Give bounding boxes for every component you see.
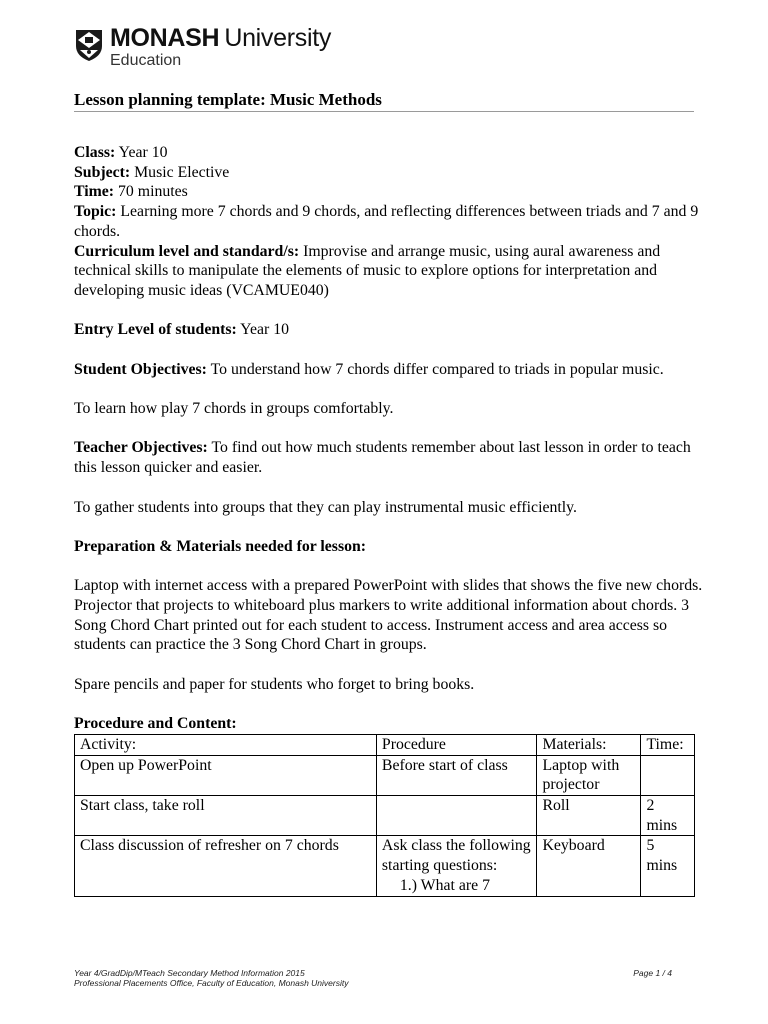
- monash-crest-icon: [74, 28, 104, 62]
- cell-activity: Class discussion of refresher on 7 chords: [75, 836, 377, 896]
- procedure-list-item: 1.) What are 7: [399, 876, 490, 894]
- table-header-row: [75, 734, 695, 755]
- header-time: Time:: [641, 734, 695, 755]
- class-field: Class: Year 10: [74, 144, 168, 161]
- entry-level-field: Entry Level of students: Year 10: [74, 321, 290, 339]
- table-row: [75, 755, 695, 795]
- header-activity: Activity:: [75, 734, 377, 755]
- preparation-heading: Preparation & Materials needed for lesson:: [74, 537, 367, 555]
- document-title: Lesson planning template: Music Methods: [74, 90, 694, 112]
- logo-wordmark: MONASH University: [110, 24, 332, 52]
- cell-time: 5 mins: [641, 836, 695, 896]
- monash-logo: [74, 26, 331, 69]
- cell-activity: Open up PowerPoint: [75, 755, 377, 795]
- cell-activity: Start class, take roll: [75, 796, 377, 836]
- cell-procedure: [376, 796, 537, 836]
- procedure-heading: Procedure and Content:: [74, 715, 237, 733]
- header-materials: Materials:: [537, 734, 641, 755]
- header-procedure: Procedure: [376, 734, 537, 755]
- topic-field: Topic: Learning more 7 chords and 9 chords, and reflecting differences between triads and 7 and 9 chords.: [74, 203, 699, 240]
- logo-faculty: Education: [110, 52, 182, 69]
- page-footer: [74, 968, 672, 988]
- page-number: Page 1 / 4: [633, 968, 672, 978]
- curriculum-field: Curriculum level and standard/s: Improvise and arrange music, using aural awareness and technical skills to manipulate the elements of music to explore options for interpretation and developing music ideas (VCAMUE040): [74, 242, 661, 299]
- procedure-table: [74, 734, 695, 897]
- table-row: [75, 836, 695, 896]
- teacher-objectives: Teacher Objectives: To find out how much students remember about last lesson in order to teach this lesson quicker and easier.: [74, 439, 691, 477]
- subject-field: Subject: Music Elective: [74, 163, 230, 181]
- preparation-paragraph: Laptop with internet access with a prepared PowerPoint with slides that shows the five new chords. Projector that projects to whiteboard plus markers to write additional information about chords. 3 Song Chord Chart printed out for each student to access. Instrument access and area access so students can practice the 3 Song Chord Chart in groups.: [74, 577, 703, 654]
- cell-procedure: [376, 836, 537, 896]
- procedure-text: Ask class the following starting questions:: [381, 837, 531, 875]
- teacher-objective-2: To gather students into groups that they can play instrumental music efficiently.: [74, 498, 577, 516]
- cell-materials: Laptop with projector: [537, 755, 641, 795]
- cell-materials: Roll: [537, 796, 641, 836]
- footer-line-2: Professional Placements Office, Faculty of Education, Monash University: [74, 978, 349, 988]
- footer-line-1: Year 4/GradDip/MTeach Secondary Method Information 2015: [74, 968, 305, 978]
- cell-materials: Keyboard: [537, 836, 641, 896]
- cell-time: [641, 755, 695, 795]
- student-objective-2: To learn how play 7 chords in groups comfortably.: [74, 400, 394, 418]
- cell-time: 2 mins: [641, 796, 695, 836]
- cell-procedure: Before start of class: [376, 755, 537, 795]
- table-row: [75, 796, 695, 836]
- student-objectives: Student Objectives: To understand how 7 chords differ compared to triads in popular music.: [74, 360, 664, 378]
- preparation-paragraph-2: Spare pencils and paper for students who forget to bring books.: [74, 675, 475, 693]
- time-field: Time: 70 minutes: [74, 183, 188, 201]
- lesson-details: [74, 143, 704, 897]
